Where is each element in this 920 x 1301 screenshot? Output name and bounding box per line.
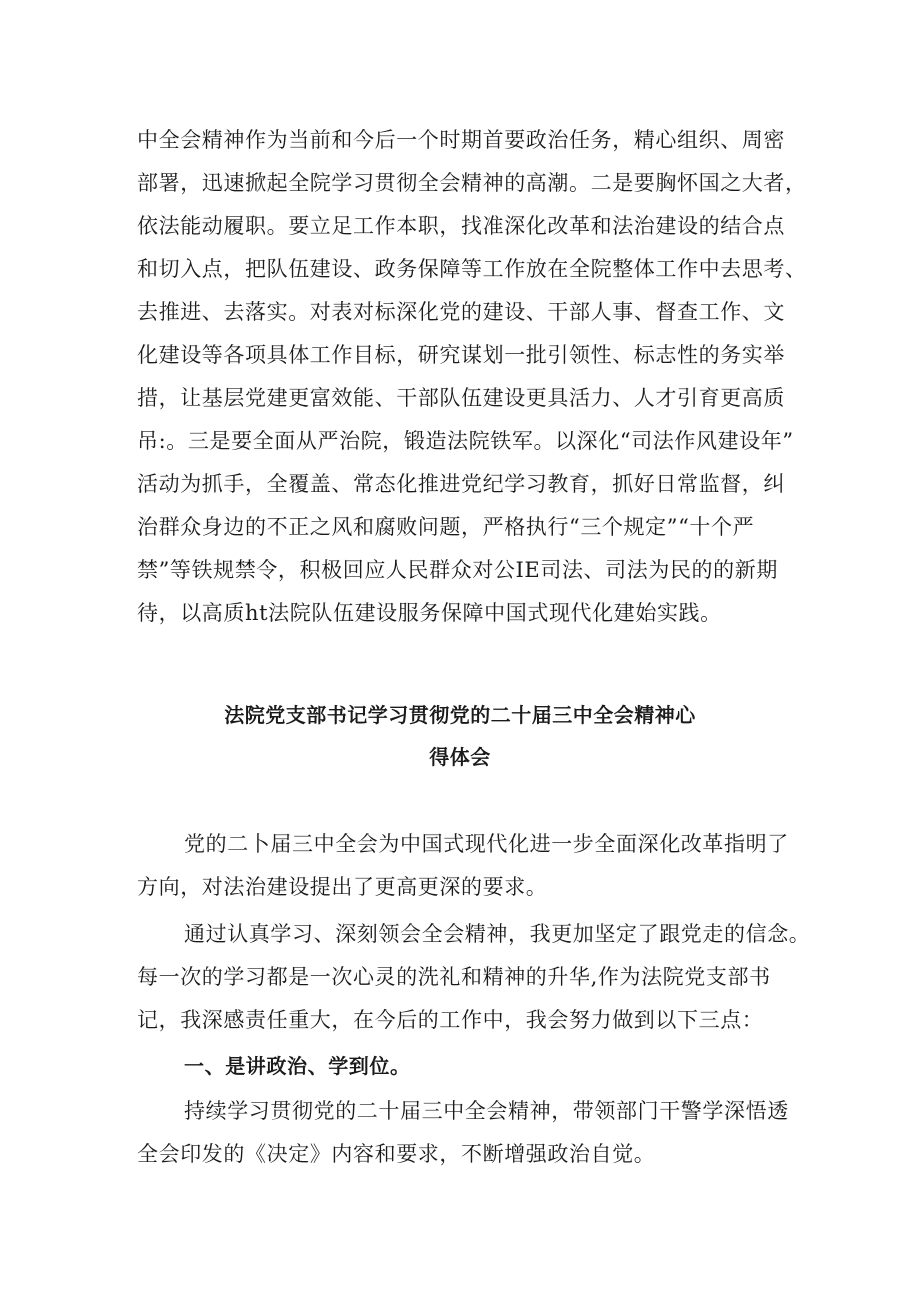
paragraph-line: 和切入点，把队伍建设、政务保障等工作放在全院整体工作中去思考、 <box>137 257 807 281</box>
paragraph-line: 治群众身边的不正之风和腐败问题，严格执行“三个规定”“十个严 <box>137 515 755 539</box>
paragraph-line: 禁”等铁规禁令，积极回应人民群众对公IE司法、司法为民的的新期 <box>137 558 778 582</box>
paragraph-line: 每一次的学习都是一次心灵的洗礼和精神的升华,作为法院党支部书 <box>137 965 771 989</box>
article-title-line-1: 法院党支部书记学习贯彻党的二十届三中全会精神心 <box>224 703 696 727</box>
paragraph-line: 措，让基层党建更富效能、干部队伍建设更具活力、人才引育更高质 <box>137 386 785 410</box>
paragraph-line: 持续学习贯彻党的二十届三中全会精神，带领部门干警学深悟透 <box>184 1099 789 1123</box>
paragraph-line: 化建设等各项具体工作目标，研究谋划一批引领性、标志性的务实举 <box>137 343 785 367</box>
paragraph-line: 依法能动履职。要立足工作本职，找准深化改革和法治建设的结合点 <box>137 214 785 238</box>
paragraph-line: 通过认真学习、深刻领会全会精神，我更加坚定了跟党走的信念。 <box>184 922 811 946</box>
paragraph-line: 待，以高质ht法院队伍建设服务保障中国式现代化建始实践。 <box>137 601 722 625</box>
paragraph-line: 吊:。三是要全面从严治院，锻造法院铁军。以深化“司法作风建设年” <box>137 429 794 453</box>
section-heading: 一、是讲政治、学到位。 <box>184 1054 411 1078</box>
paragraph-line: 全会印发的《决定》内容和要求，不断增强政治自觉。 <box>137 1142 656 1166</box>
paragraph-line: 部署，迅速掀起全院学习贯彻全会精神的高潮。二是要胸怀国之大者， <box>137 171 807 195</box>
paragraph-line: 活动为抓手，全覆盖、常态化推进党纪学习教育，抓好日常监督，纠 <box>137 472 785 496</box>
paragraph-line: 方向，对法治建设提出了更高更深的要求。 <box>137 875 548 899</box>
paragraph-line: 去推进、去落实。对表对标深化党的建设、干部人事、督查工作、文 <box>137 300 785 324</box>
paragraph-line: 中全会精神作为当前和今后一个时期首要政治任务，精心组织、周密 <box>137 128 785 152</box>
article-title-line-2: 得体会 <box>429 745 491 769</box>
paragraph-line: 党的二卜届三中全会为中国式现代化进一步全面深化改革指明了 <box>184 832 789 856</box>
paragraph-line: 记，我深感责任重大，在今后的工作中，我会努力做到以下三点： <box>137 1008 764 1032</box>
